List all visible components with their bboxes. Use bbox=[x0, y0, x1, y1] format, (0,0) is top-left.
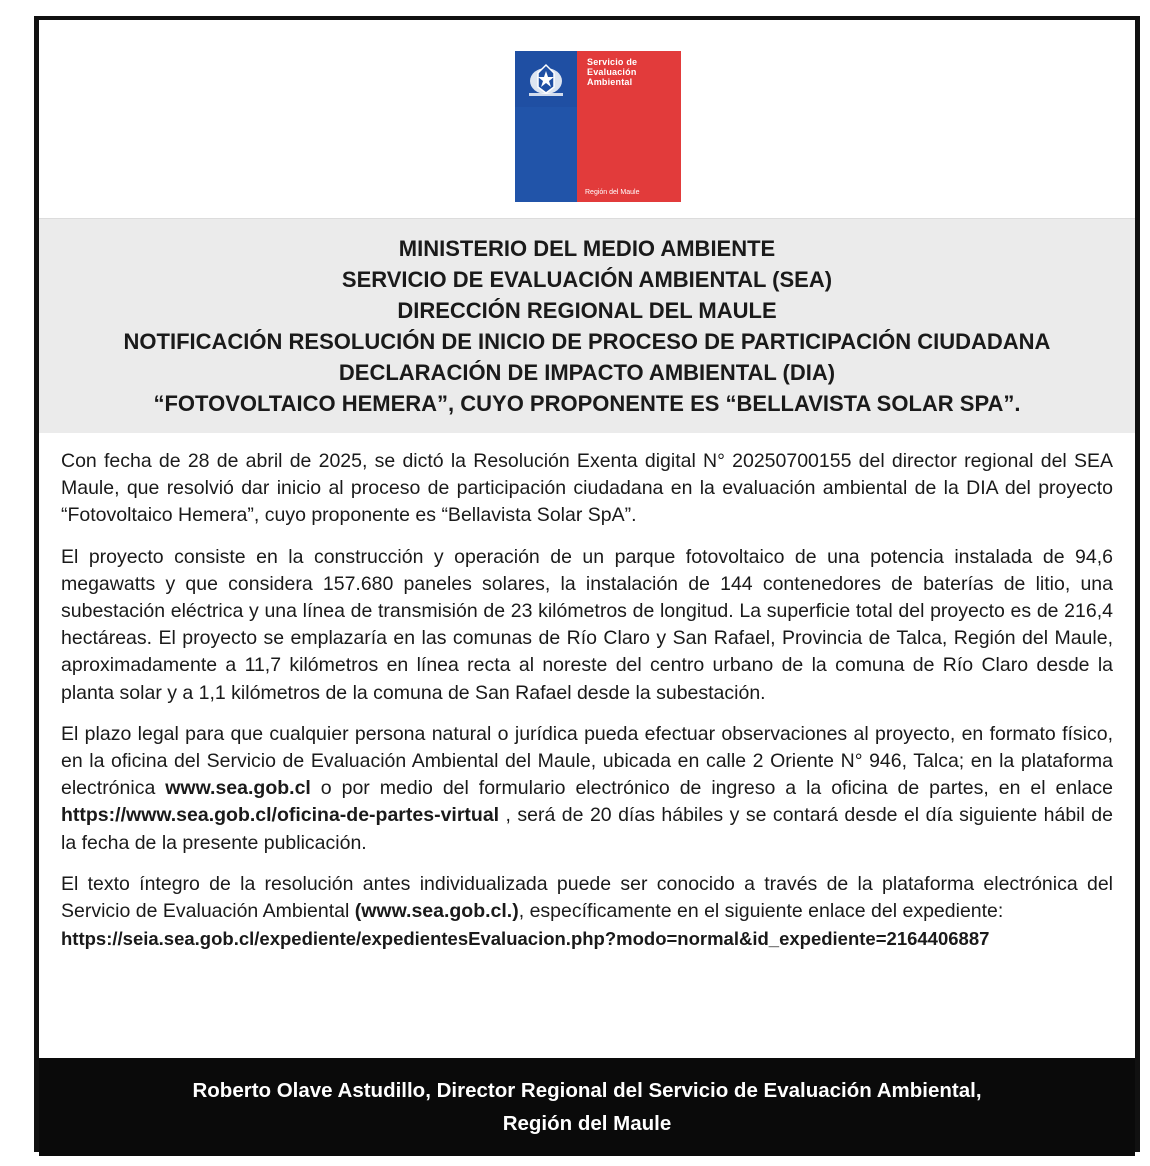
header-ministry: MINISTERIO DEL MEDIO AMBIENTE bbox=[398, 236, 776, 261]
signature-line-1: Roberto Olave Astudillo, Director Regional del Servicio de Evaluación Ambiental, bbox=[192, 1079, 982, 1102]
header-service: SERVICIO DE EVALUACIÓN AMBIENTAL (SEA) bbox=[341, 267, 833, 292]
notice-frame bbox=[34, 16, 1140, 1152]
expediente-link[interactable]: https://seia.sea.gob.cl/expediente/expedientesEvaluacion.php?modo=normal&id_expediente=2164406887 bbox=[61, 928, 990, 950]
sea-logo bbox=[515, 51, 681, 202]
paragraph-project: El proyecto consiste en la construcción y operación de un parque fotovoltaico de una potencia instalada de 94,6 megawatts y que considera 157.680 paneles solares, la instalación de 144 contenedores de baterías de litio, una subestación eléctrica y una línea de transmisión de 23 kilómetros de longitud. La superficie total del proyecto es de 216,4 hectáreas. El proyecto se emplazaría en las comunas de Río Claro y San Rafael, Provincia de Talca, Región del Maule, aproximadamente a 11,7 kilómetros en línea recta al noreste del centro urbano de la comuna de Río Claro desde la planta solar y a 1,1 kilómetros de la comuna de San Rafael desde la subestación. bbox=[61, 545, 1113, 704]
paragraph-resolution: Con fecha de 28 de abril de 2025, se dictó la Resolución Exenta digital N° 20250700155 del director regional del SEA Maule, que resolvió dar inicio al proceso de participación ciudadana en la evaluación ambiental de la DIA del proyecto “Fotovoltaico Hemera”, cuyo proponente es “Bellavista Solar SpA”. bbox=[61, 450, 1113, 527]
header-project: “FOTOVOLTAICO HEMERA”, CUYO PROPONENTE ES “BELLAVISTA SOLAR SPA”. bbox=[153, 391, 1021, 416]
paragraph-full-text: El texto íntegro de la resolución antes individualizada puede ser conocido a través de la plataforma electrónica del Servicio de Evaluación Ambiental (www.sea.gob.cl.), específicamente en el siguiente enlace del expediente: bbox=[61, 872, 1113, 923]
signature-footer bbox=[39, 1058, 1135, 1156]
coat-of-arms-icon bbox=[523, 57, 569, 99]
signature-line-2: Región del Maule bbox=[502, 1112, 672, 1135]
header-notification: NOTIFICACIÓN RESOLUCIÓN DE INICIO DE PROCESO DE PARTICIPACIÓN CIUDADANA bbox=[123, 329, 1051, 354]
header-direction: DIRECCIÓN REGIONAL DEL MAULE bbox=[397, 298, 777, 323]
paragraph-deadline: El plazo legal para que cualquier persona natural o jurídica pueda efectuar observaciones al proyecto, en formato físico, en la oficina del Servicio de Evaluación Ambiental del Maule, ubicada en calle 2 Oriente N° 946, Talca; en la plataforma electrónica www.sea.gob.cl o por medio del formulario electrónico de ingreso a la oficina de partes, en el enlace https://www.sea.gob.cl/oficina-de-partes-virtual , será de 20 días hábiles y se contará desde el día siguiente hábil de la fecha de la presente publicación. bbox=[61, 722, 1113, 854]
header-band bbox=[39, 218, 1135, 433]
virtual-office-link[interactable]: https://www.sea.gob.cl/oficina-de-partes-virtual bbox=[61, 804, 500, 827]
header-declaration: DECLARACIÓN DE IMPACTO AMBIENTAL (DIA) bbox=[338, 360, 836, 385]
logo-red-panel bbox=[577, 51, 681, 202]
logo-region-text: Región del Maule bbox=[585, 189, 640, 196]
logo-blue-panel bbox=[515, 51, 577, 202]
notice-body bbox=[61, 448, 1113, 966]
logo-brand-text: Servicio de Evaluación Ambiental bbox=[587, 57, 638, 87]
sea-website-link[interactable]: www.sea.gob.cl bbox=[165, 777, 311, 800]
sea-website-link-2[interactable]: (www.sea.gob.cl.) bbox=[354, 900, 519, 923]
